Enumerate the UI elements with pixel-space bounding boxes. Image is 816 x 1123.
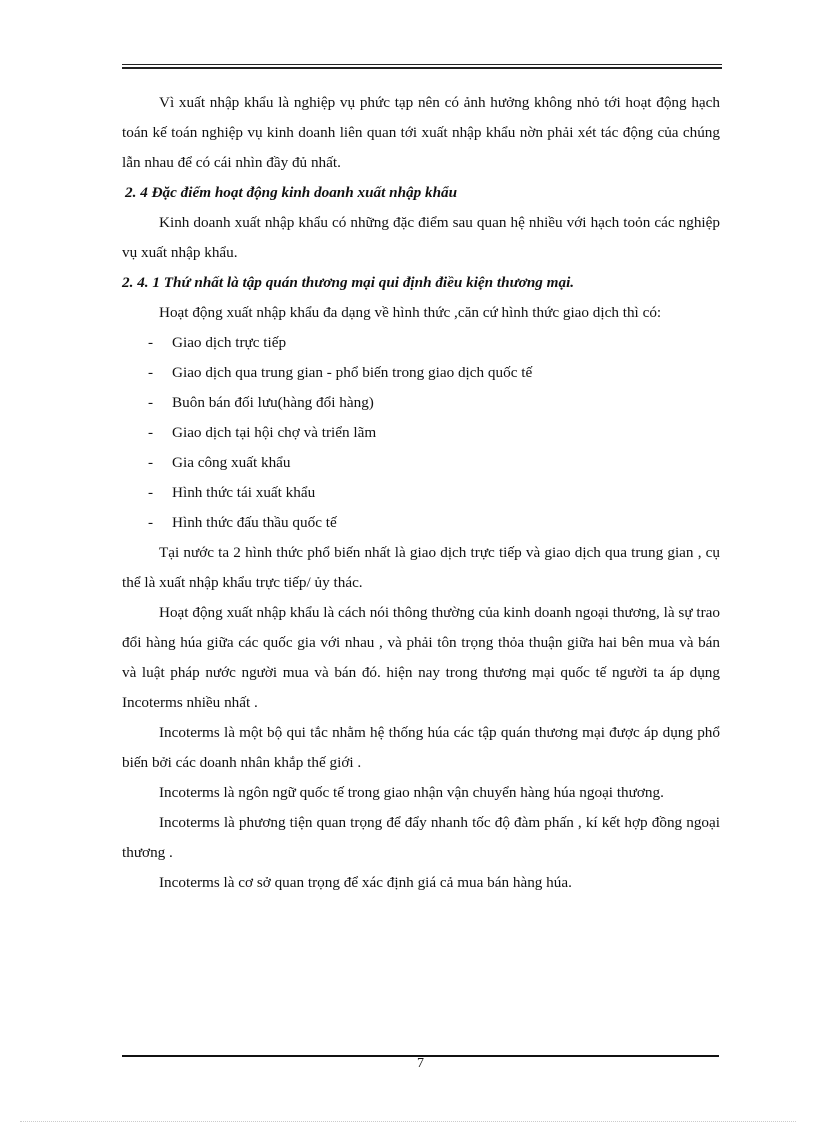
page-content [122, 88, 720, 898]
list-item [122, 358, 720, 388]
body-paragraph: Hoạt động xuất nhập khẩu là cách nói thông thường của kinh doanh ngoại thương, là sự trao đổi hàng húa giữa các quốc gia với nhau , và phải tôn trọng thỏa thuận giữa hai bên mua và bán và luật pháp nước người mua và bán đó. hiện nay trong thương mại quốc tế người ta áp dụng Incoterms nhiều nhất . [122, 604, 720, 711]
list-dash: - [148, 364, 154, 381]
trade-forms-intro: Hoạt động xuất nhập khẩu đa dạng về hình thức ,căn cứ hình thức giao dịch thì có: [159, 304, 662, 321]
trade-forms-list [122, 328, 720, 538]
list-item [122, 508, 720, 538]
list-dash: - [148, 514, 154, 531]
body-paragraph: Incoterms là cơ sở quan trọng để xác định giá cả mua bán hàng húa. [159, 874, 572, 891]
section-intro-paragraph: Kinh doanh xuất nhập khẩu có những đặc điểm sau quan hệ nhiều với hạch toỏn các nghiệp vụ xuất nhập khẩu. [122, 214, 720, 261]
list-dash: - [148, 394, 154, 411]
header-rule-bottom [122, 67, 722, 69]
list-dash: - [148, 334, 154, 351]
list-item [122, 328, 720, 358]
body-paragraph: Tại nước ta 2 hình thức phổ biến nhất là giao dịch trực tiếp và giao dịch qua trung gian , cụ thể là xuất nhập khẩu trực tiếp/ ủy thác. [122, 544, 720, 591]
page-number: 7 [417, 1056, 424, 1071]
body-paragraph: Incoterms là một bộ qui tắc nhằm hệ thống húa các tập quán thương mại được áp dụng phổ biến bởi các doanh nhân khắp thế giới . [122, 724, 720, 771]
list-item-text: Giao dịch trực tiếp [172, 334, 287, 351]
list-item-text: Giao dịch tại hội chợ và triển lãm [172, 424, 377, 441]
intro-paragraph: Vì xuất nhập khẩu là nghiệp vụ phức tạp nên có ảnh hưởng không nhỏ tới hoạt động hạch toán kế toán nghiệp vụ kinh doanh liên quan tới xuất nhập khẩu nờn phải xét tác động của chúng lẫn nhau để có cái nhìn đầy đủ nhất. [122, 94, 720, 171]
list-item-text: Hình thức đấu thầu quốc tế [172, 514, 337, 531]
page-edge-dotted-line [20, 1121, 796, 1122]
list-item [122, 418, 720, 448]
body-paragraph: Incoterms là ngôn ngữ quốc tế trong giao nhận vận chuyển hàng húa ngoại thương. [159, 784, 664, 801]
list-item-text: Hình thức tái xuất khẩu [172, 484, 316, 501]
body-paragraph: Incoterms là phương tiện quan trọng để đẩy nhanh tốc độ đàm phấn , kí kết hợp đồng ngoại thương . [122, 814, 720, 861]
list-dash: - [148, 454, 154, 471]
list-item-text: Giao dịch qua trung gian - phổ biến trong giao dịch quốc tế [172, 364, 533, 381]
list-item [122, 448, 720, 478]
subsection-heading: 2. 4. 1 Thứ nhất là tập quán thương mại qui định điều kiện thương mại. [122, 274, 575, 291]
list-item-text: Gia công xuất khẩu [172, 454, 291, 471]
list-dash: - [148, 424, 154, 441]
list-dash: - [148, 484, 154, 501]
list-item [122, 388, 720, 418]
list-item-text: Buôn bán đối lưu(hàng đổi hàng) [172, 394, 374, 411]
list-item [122, 478, 720, 508]
header-rule-top [122, 64, 722, 65]
section-heading: 2. 4 Đặc điểm hoạt động kinh doanh xuất nhập khẩu [125, 184, 458, 201]
